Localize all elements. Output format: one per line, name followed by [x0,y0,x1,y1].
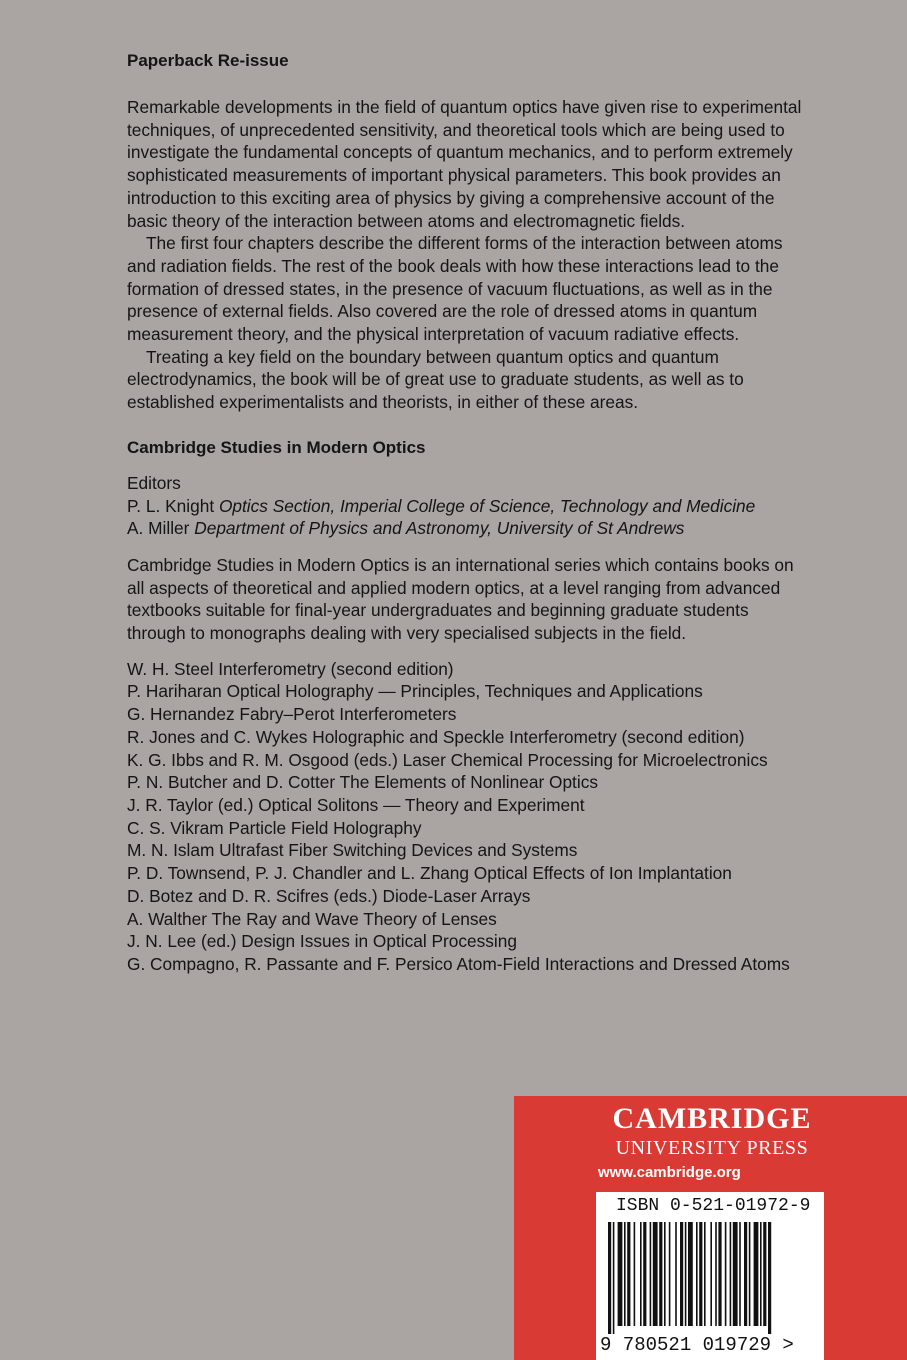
editor-entry [127,517,807,540]
book-list-item: K. G. Ibbs and R. M. Osgood (eds.) Laser Chemical Processing for Microelectronics [127,749,768,770]
back-cover-text [127,50,807,993]
series-description: Cambridge Studies in Modern Optics is an international series which contains books on all aspects of theoretical and applied modern optics, at a level ranging from advanced textbooks suitable for final-year undergraduates and beginning graduate students through to monographs dealing with very specialised subjects in the field. [127,554,794,644]
editor-affiliation: Optics Section, Imperial College of Science, Technology and Medicine [218,495,756,516]
blurb-paragraph: Remarkable developments in the field of quantum optics have given rise to experimental techniques, of unprecedented sensitivity, and theoretical tools which are being used to investigate the fundamental concepts of quantum mechanics, and to perform extremely sophisticated measurements of important physical parameters. This book provides an introduction to this exciting area of physics by giving a comprehensive account of the basic theory of the interaction between atoms and electromagnetic fields. [127,97,802,231]
publisher-block [514,1096,907,1360]
book-list-item: C. S. Vikram Particle Field Holography [127,817,422,838]
series-editors [127,472,807,540]
book-list-item: R. Jones and C. Wykes Holographic and Speckle Interferometry (second edition) [127,726,745,747]
editor-entry [127,495,807,518]
barcode-digits: 9 780521 019729 > [600,1334,794,1356]
series-book-list [127,658,807,976]
blurb-paragraph: Treating a key field on the boundary between quantum optics and quantum electrodynamics, the book will be of great use to graduate students, as well as to established experimentalists and theorists, in either of these areas. [127,346,744,413]
book-blurb [127,96,807,414]
book-list-item: P. D. Townsend, P. J. Chandler and L. Zhang Optical Effects of Ion Implantation [127,863,732,884]
publisher-url: www.cambridge.org [598,1164,741,1181]
book-list-item: P. N. Butcher and D. Cotter The Elements of Nonlinear Optics [127,772,598,793]
book-list-item: J. R. Taylor (ed.) Optical Solitons — Theory and Experiment [127,794,585,815]
editors-label: Editors [127,472,181,493]
book-list-item: J. N. Lee (ed.) Design Issues in Optical Processing [127,931,517,952]
book-list-item: P. Hariharan Optical Holography — Principles, Techniques and Applications [127,681,703,702]
blurb-paragraph: The first four chapters describe the different forms of the interaction between atoms and radiation fields. The rest of the book deals with how these interactions lead to the formation of dressed states, in the presence of vacuum fluctuations, as well as in the presence of external fields. Also covered are the role of dressed atoms in quantum measurement theory, and the physical interpretation of vacuum radiative effects. [127,233,783,345]
book-list-item: W. H. Steel Interferometry (second edition) [127,658,454,679]
publisher-logo-subtitle: UNIVERSITY PRESS [615,1137,809,1159]
book-list-item: G. Compagno, R. Passante and F. Persico Atom-Field Interactions and Dressed Atoms [127,953,790,974]
book-list-item: M. N. Islam Ultrafast Fiber Switching Devices and Systems [127,840,578,861]
editor-name: P. L. Knight [127,495,215,516]
editor-name: A. Miller [127,518,190,539]
barcode [596,1192,824,1360]
page-title: Paperback Re-issue [127,51,289,70]
series-title: Cambridge Studies in Modern Optics [127,437,426,457]
isbn-text: ISBN 0-521-01972-9 [616,1196,811,1216]
editor-affiliation: Department of Physics and Astronomy, University of St Andrews [194,518,685,539]
publisher-logo-name: CAMBRIDGE [612,1102,812,1135]
book-list-item: G. Hernandez Fabry–Perot Interferometers [127,704,457,725]
book-list-item: D. Botez and D. R. Scifres (eds.) Diode-Laser Arrays [127,885,531,906]
barcode-bars [604,1222,816,1334]
book-list-item: A. Walther The Ray and Wave Theory of Lenses [127,908,497,929]
